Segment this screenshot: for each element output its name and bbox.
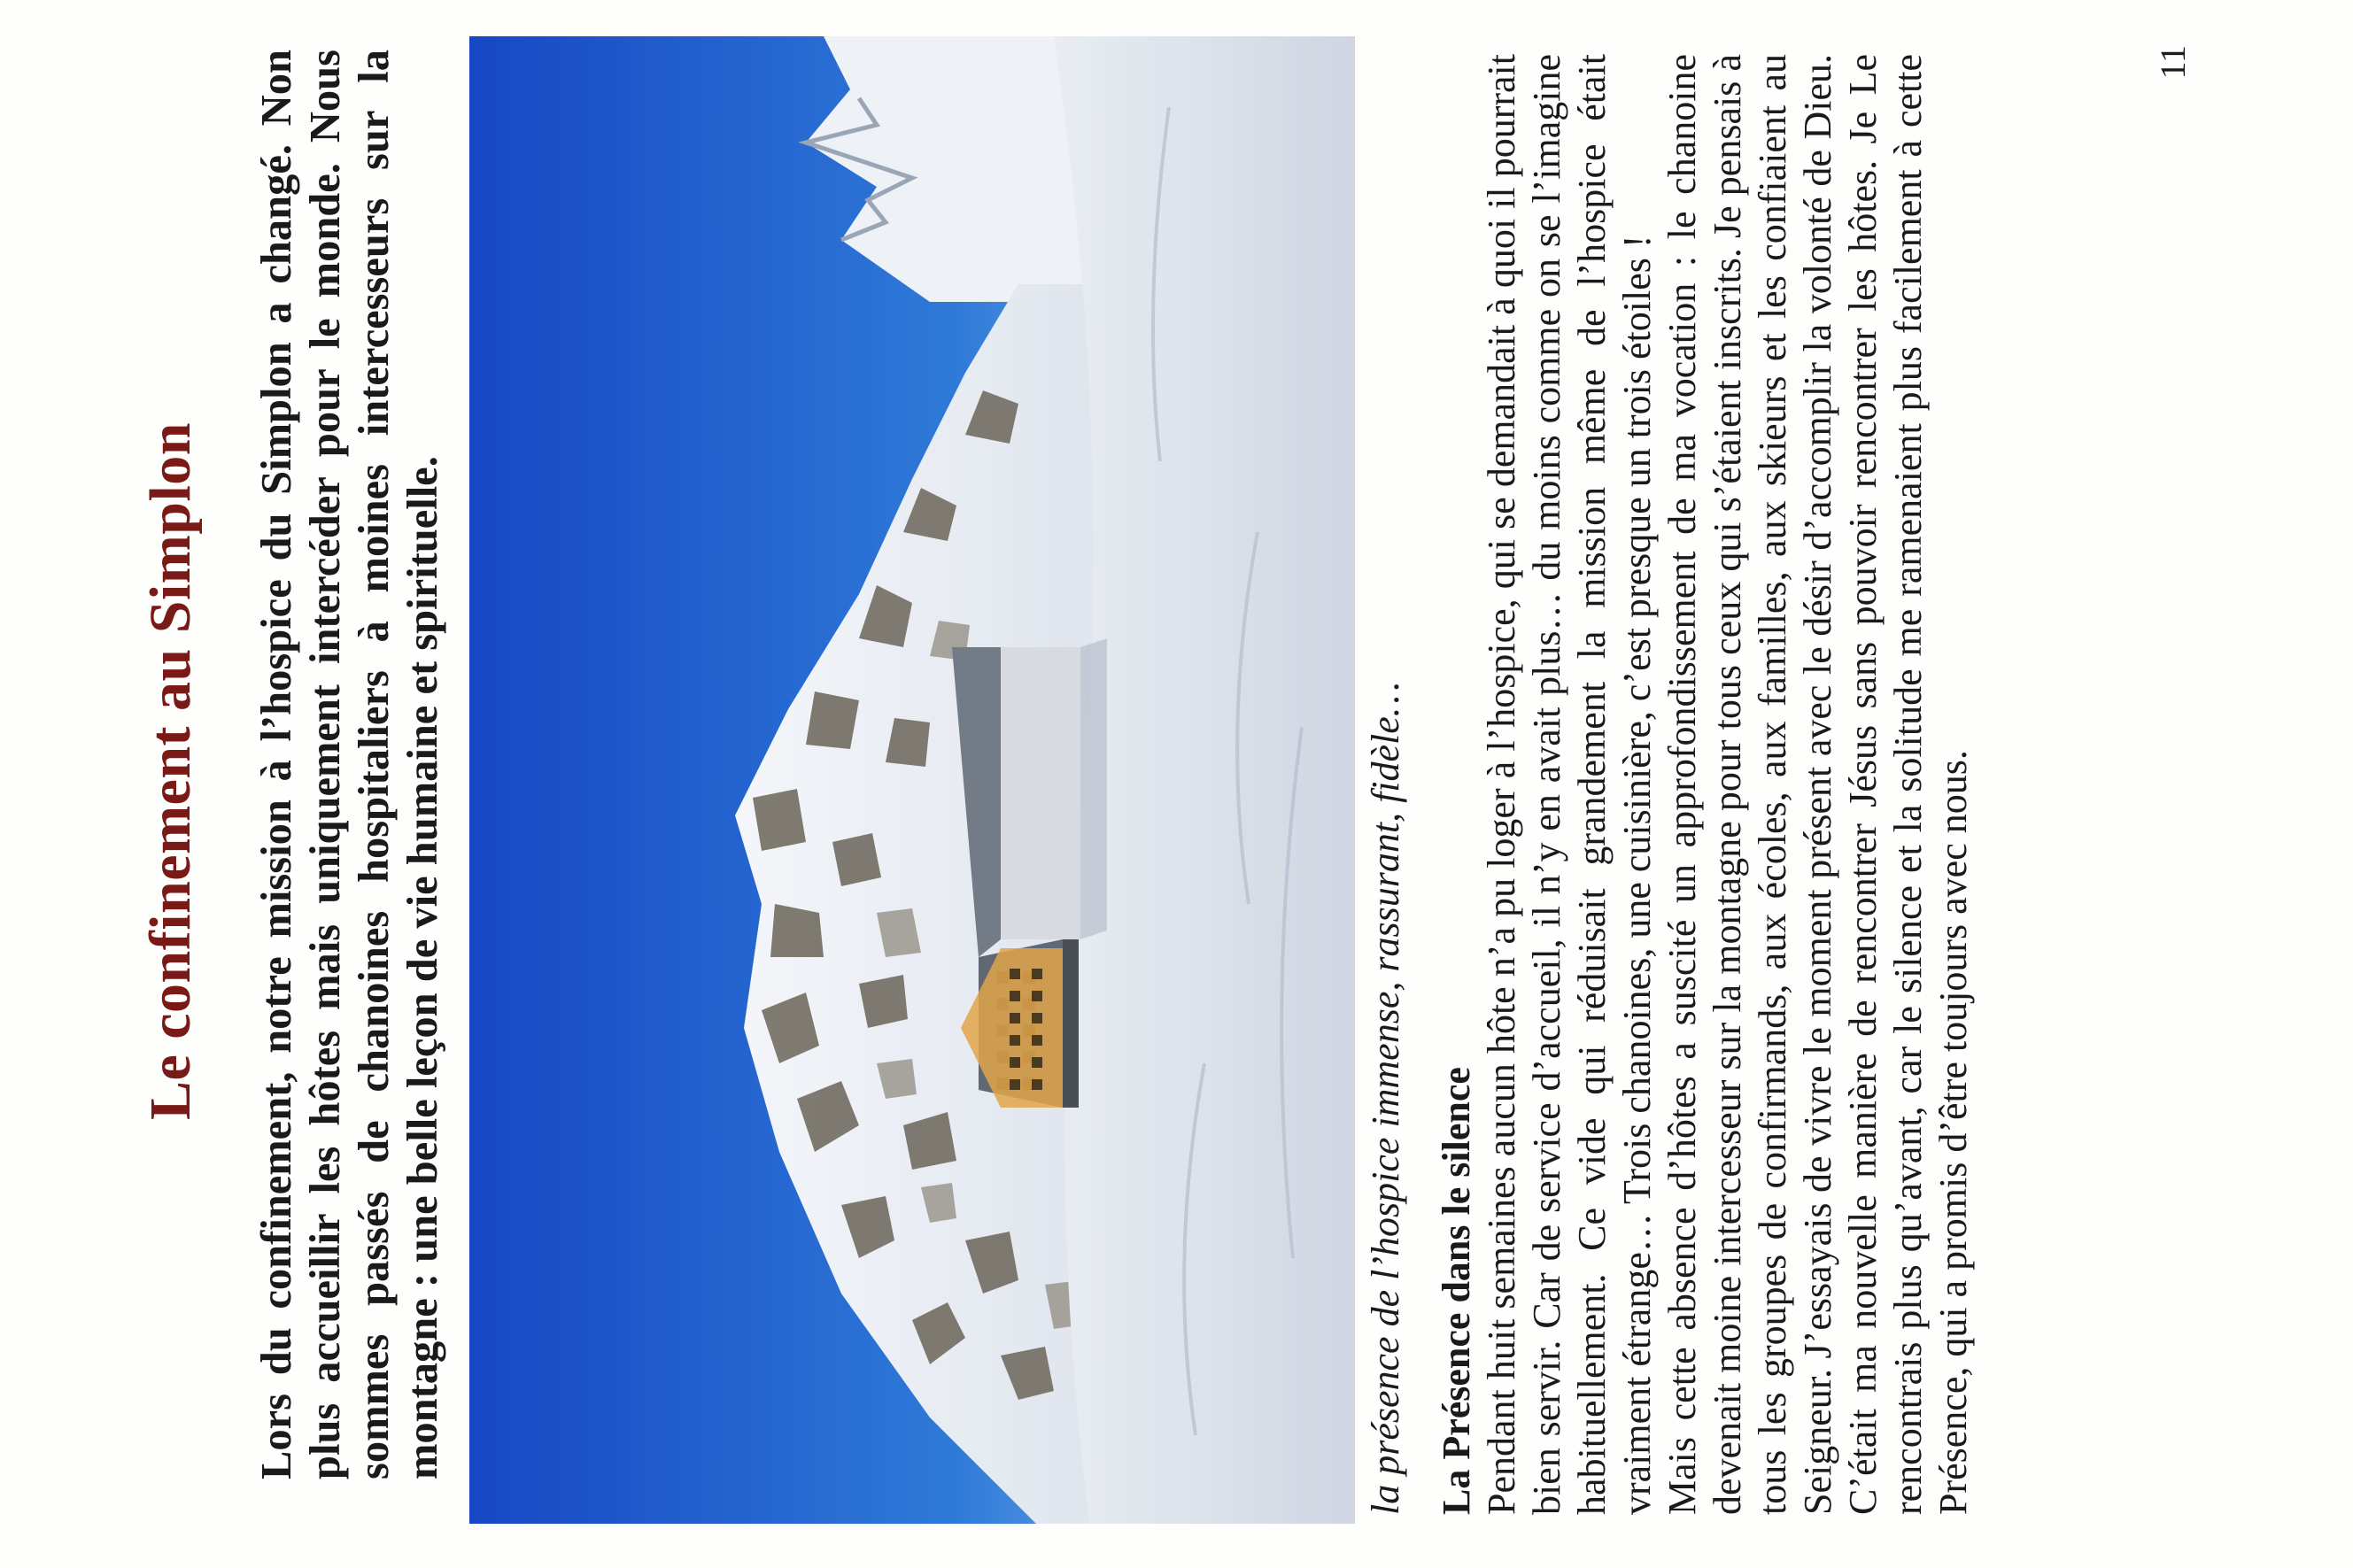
mountain-hospice-image [469, 36, 1355, 1524]
hospice-photo [469, 36, 1355, 1524]
article-intro: Lors du confinement, notre mission à l’hospice du Simplon a changé. Non plus accueillir les hôtes mais uniquement intercéder pour le monde. Nous sommes passés de chanoines hospitaliers à moines intercesseurs sur la montagne : une belle leçon de vie humaine et spirituelle. [253, 50, 446, 1479]
article-body [1479, 54, 1976, 1515]
photo-caption: la présence de l’hospice immense, rassurant, fidèle… [1364, 682, 1407, 1515]
section-heading: La Présence dans le silence [1435, 1067, 1478, 1515]
page-number: 11 [2153, 45, 2193, 80]
paragraph: Mais cette absence d’hôtes a suscité un approfondissement de ma vocation : le chanoine devenait moine intercesseur sur la montagne pour tous ceux qui s’étaient inscrits. Je pensais à tous les groupes de confirmands, aux écoles, aux familles, aux skieurs et les confiaient au Seigneur. J’essayais de vivre le moment présent avec le désir d’accomplir la volonté de Dieu. C’était ma nouvelle manière de rencontrer Jésus sans pouvoir rencontrer les hôtes. Je Le rencontrais plus qu’avant, car le silence et la solitude me ramenaient plus facilement à cette Présence, qui a promis d’être toujours avec nous. [1660, 54, 1975, 1515]
article-title: Le confinement au Simplon [138, 421, 203, 1121]
paragraph: Pendant huit semaines aucun hôte n’a pu loger à l’hospice, qui se demandait à quoi il pourrait bien servir. Car de service d’accueil, il n’y en avait plus… du moins comme on se l’imagine habituellement. Ce vide qui réduisait grandement la mission même de l’hospice était vraiment étrange… Trois chanoines, une cuisinière, c’est presque un trois étoiles ! [1480, 54, 1659, 1515]
